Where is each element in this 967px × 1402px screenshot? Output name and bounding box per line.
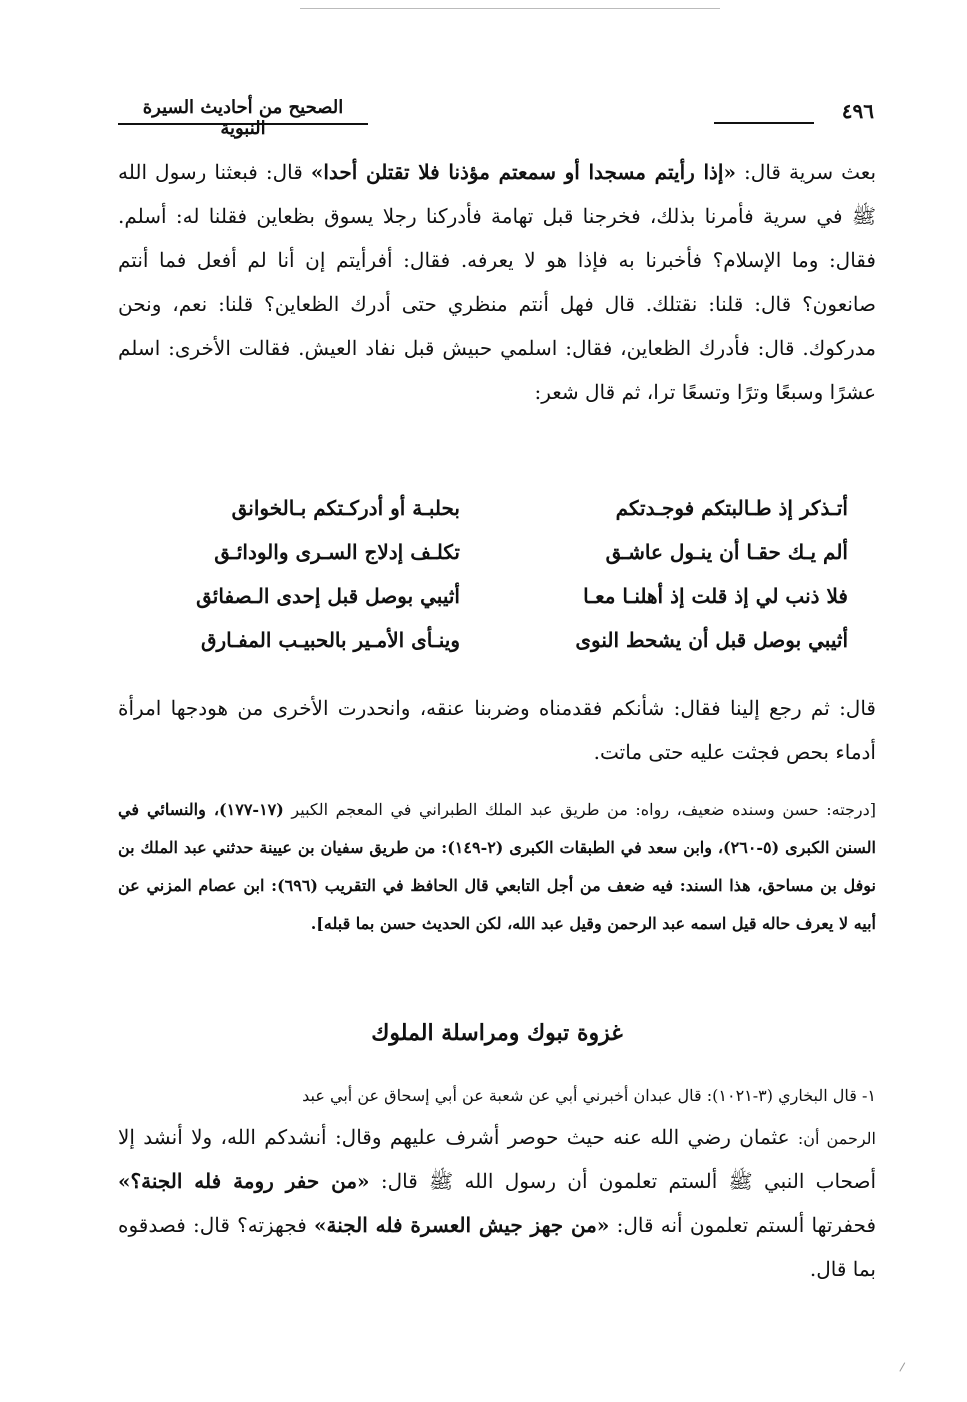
hadith-grading-note: [118, 791, 876, 943]
page-number: ٤٩٦: [841, 99, 874, 123]
hadith-quote-3: «من جهز جيش العسرة فله الجنة»: [313, 1213, 610, 1237]
hadith-grading-note-part-1: [درجته: حسن وسنده ضعيف، رواه: من طريق عبد الملك الطبراني في المعجم الكبير: [291, 800, 877, 819]
header-rule-right: [714, 122, 814, 124]
hadith-quote-1: «إذا رأيتم مسجدا أو سمعتم مؤذنا فلا تقتلن أحدا»: [310, 160, 736, 184]
scan-top-line: [300, 8, 720, 9]
paragraph-1-intro: بعث سرية قال:: [744, 160, 877, 184]
section-title: غزوة تبوك ومراسلة الملوك: [371, 1020, 623, 1046]
poem-verse-first-half: أتـذكر إذ طـالبتكم فوجـدتكم: [615, 496, 848, 520]
poem-verse: [130, 530, 848, 574]
paragraph-3-body-wrap: [118, 1115, 876, 1291]
header-rule-left: [118, 123, 368, 125]
scan-mark: [899, 1362, 915, 1377]
poem: [130, 486, 848, 662]
poem-verse: [130, 574, 848, 618]
paragraph-3-middle: فحفرتها ألستم تعلمون أنه قال:: [616, 1213, 877, 1237]
page-header: [118, 95, 874, 139]
paragraph-3-line-1: ١- قال البخاري (٣-١٠٢١): قال عبدان أخبرني أبي عن شعبة عن أبي إسحاق عن أبي عبد: [302, 1086, 876, 1105]
poem-verse-second-half: تكلـف إدلاج السـرى والودائـق: [214, 540, 460, 564]
poem-verse-first-half: فلا ذنب لي إذ قلت إذ أهلنـا معـا: [583, 584, 848, 608]
paragraph-3-ending: فجهزته؟ قال: فصدقوه بما قال.: [118, 1213, 876, 1281]
poem-verse-second-half: أثيبي بوصل قبل إحدى الـصفائق: [196, 584, 460, 608]
paragraph-1-rest: قال: فبعثنا رسول الله ﷺ في سرية فأمرنا بذلك، فخرجنا قبل تهامة فأدركنا رجلا يسوق بظعاين فقلنا له: أسلم. فقال: وما الإسلام؟ فأخبرنا به فإذا هو لا يعرفه. فقال: أفرأيتم إن أنا لم أفعل فما أنتم صانعون؟ قال: قلنا: نقتلك. قال فهل أنتم منظري حتى أدرك الظعاين؟ قلنا: نعم، ونحن مدركوك. قال: فأدرك الظعاين، فقال: اسلمي حبيش قبل نفاد العيش. فقالت الأخرى: اسلم عشرًا وسبعًا وترًا وتسعًا ترا، ثم قال شعر:: [118, 160, 876, 404]
paragraph-3: [118, 1077, 876, 1291]
poem-verse: [130, 618, 848, 662]
hadith-quote-2: «من حفر رومة فله الجنة؟»: [118, 1169, 370, 1193]
poem-verse: [130, 486, 848, 530]
running-title: الصحيح من أحاديث السيرة النبوية: [142, 97, 344, 139]
paragraph-1: [118, 150, 876, 414]
paragraph-2: قال: ثم رجع إلينا فقال: شأنكم فقدمناه وضربنا عنقه، وانحدرت الأخرى من هودجها امرأة أدماء بحص فجثت عليه حتى ماتت.: [118, 696, 876, 764]
poem-verse-first-half: ألم يـك حقـا أن ينـول عاشـق: [605, 540, 848, 564]
poem-verse-second-half: بحلبـة أو أدركـتكم بـالخوانق: [231, 496, 460, 520]
poem-verse-first-half: أثيبي بوصل قبل أن يشحط النوى: [575, 628, 848, 652]
paragraph-3-body: عثمان رضي الله عنه حيث حوصر أشرف عليهم وقال: أنشدكم الله، ولا أنشد إلا أصحاب النبي ﷺ ألستم تعلمون أن رسول الله ﷺ قال:: [118, 1125, 877, 1193]
paragraph-3-small-prefix: الرحمن أن:: [797, 1129, 876, 1148]
hadith-grading-note-part-2: (١٧-١٧٧)، والنسائي في السنن الكبرى (٥-٢٦٠)، وابن سعد في الطبقات الكبرى (٢-١٤٩): من طريق سفيان بن عيينة حدثني عبد الملك بن نوفل بن مساحق، هذا السند: فيه ضعف من أجل التابعي قال الحافظ في التقريب (٦٩٦): ابن عصام المزني عن أبيه لا يعرف حاله قيل اسمه عبد الرحمن وقيل عبد الله، لكن الحديث حسن بما قبله].: [118, 800, 877, 933]
poem-verse-second-half: وينـأى الأمـير بالحبيـب المفـارق: [200, 628, 460, 652]
